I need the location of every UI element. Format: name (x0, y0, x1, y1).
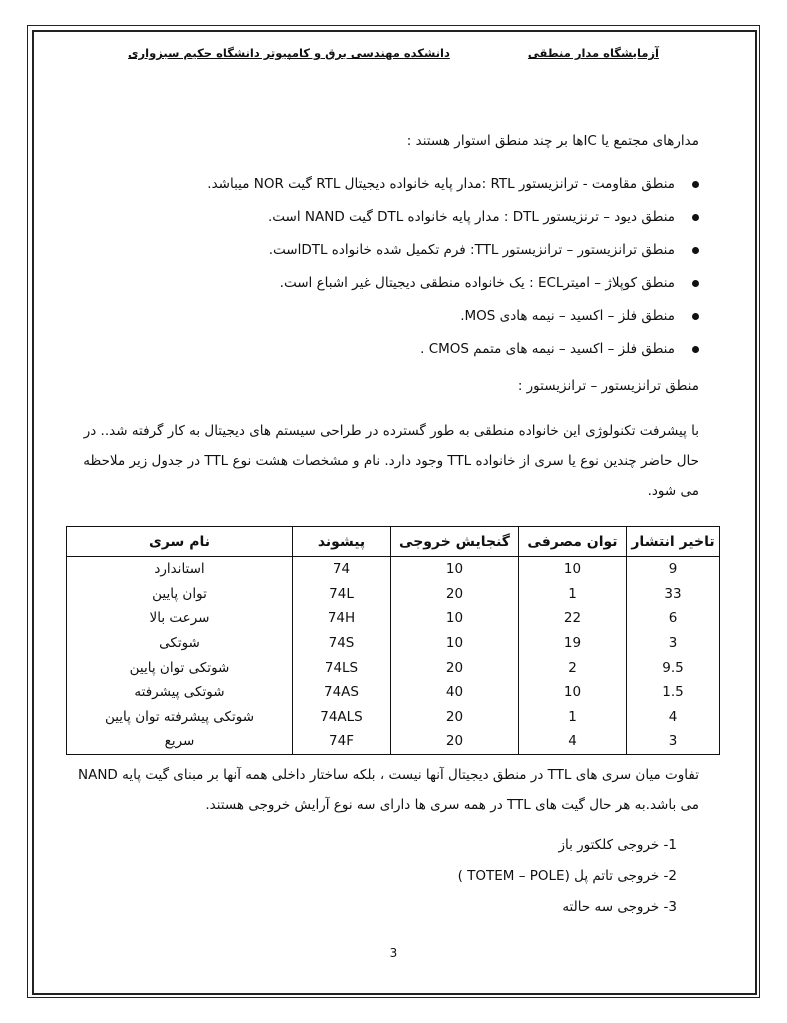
bullet-icon (692, 214, 699, 221)
table-row (67, 606, 720, 631)
header-faculty: دانشکده مهندسی برق و کامپیوتر دانشگاه حکیم سبزواری (128, 46, 450, 60)
cell-prefix: 74AS (293, 680, 391, 705)
list-item: 3- خروجی سه حالته (562, 899, 677, 915)
list-item: منطق فلز – اکسید – نیمه های متمم CMOS . (207, 333, 699, 366)
cell-delay: 9 (627, 557, 720, 582)
cell-power: 1 (519, 705, 627, 730)
table-header-row (67, 527, 720, 557)
list-item: منطق فلز – اکسید – نیمه هادی MOS. (207, 300, 699, 333)
table-row (67, 557, 720, 582)
bullet-icon (692, 313, 699, 320)
cell-power: 1 (519, 582, 627, 607)
cell-delay: 33 (627, 582, 720, 607)
cell-prefix: 74F (293, 729, 391, 754)
cell-name: سرعت بالا (67, 606, 293, 631)
cell-prefix: 74 (293, 557, 391, 582)
cell-prefix: 74L (293, 582, 391, 607)
cell-fanout: 40 (391, 680, 519, 705)
cell-fanout: 20 (391, 729, 519, 754)
bullet-icon (692, 247, 699, 254)
table-row (67, 582, 720, 607)
bullet-icon (692, 346, 699, 353)
cell-prefix: 74ALS (293, 705, 391, 730)
table-row (67, 655, 720, 680)
cell-power: 4 (519, 729, 627, 754)
list-item: منطق کوپلاژ – امیترECL : یک خانواده منطقی دیجیتال غیر اشباع است. (207, 267, 699, 300)
col-header-name: نام سری (67, 527, 293, 557)
cell-delay: 4 (627, 705, 720, 730)
col-header-delay: تاخیر انتشار (627, 527, 720, 557)
list-item: منطق مقاومت - ترانزیستور RTL :مدار پایه خانواده دیجیتال RTL گیت NOR میباشد. (207, 168, 699, 201)
cell-name: سریع (67, 729, 293, 754)
cell-fanout: 20 (391, 655, 519, 680)
ttl-paragraph: با پیشرفت تکنولوژی این خانواده منطقی به طور گسترده در طراحی سیستم های دیجیتال به کار گرفته شد.. در حال حاضر چندین نوع یا سری از خانواده TTL وجود دارد. نام و مشخصات هشت نوع TTL در جدول زیر ملاحظه می شود. (83, 423, 699, 499)
table-row (67, 680, 720, 705)
cell-name: شوتکی پیشرفته (67, 680, 293, 705)
table-row (67, 729, 720, 754)
cell-name: شوتکی (67, 631, 293, 656)
list-item: 1- خروجی کلکتور باز (558, 837, 677, 853)
ttl-section-title: منطق ترانزیستور – ترانزیستور : (517, 378, 699, 394)
cell-name: شوتکی توان پایین (67, 655, 293, 680)
bullet-icon (692, 181, 699, 188)
cell-fanout: 10 (391, 557, 519, 582)
difference-paragraph: تفاوت میان سری های TTL در منطق دیجیتال آنها نیست ، بلکه ساختار داخلی همه آنها بر مبنای گیت پایه NAND می باشد.به هر حال گیت های TTL در همه سری ها دارای سه نوع آرایش خروجی هستند. (77, 767, 699, 813)
cell-fanout: 20 (391, 705, 519, 730)
cell-delay: 3 (627, 729, 720, 754)
cell-delay: 1.5 (627, 680, 720, 705)
list-item: منطق ترانزیستور – ترانزیستور TTL: فرم تکمیل شده خانواده DTLاست. (207, 234, 699, 267)
cell-prefix: 74S (293, 631, 391, 656)
cell-power: 19 (519, 631, 627, 656)
cell-prefix: 74H (293, 606, 391, 631)
col-header-power: توان مصرفی (519, 527, 627, 557)
bullet-icon (692, 280, 699, 287)
intro-sentence: مدارهای مجتمع یا ICها بر چند منطق استوار هستند : (406, 133, 699, 149)
table-row (67, 631, 720, 656)
cell-power: 10 (519, 557, 627, 582)
cell-name: توان پایین (67, 582, 293, 607)
col-header-prefix: پیشوند (293, 527, 391, 557)
ttl-series-table (66, 526, 720, 755)
table-row (67, 705, 720, 730)
output-types-list (458, 830, 677, 923)
cell-fanout: 20 (391, 582, 519, 607)
list-item: منطق دیود – ترنزیستور DTL : مدار پایه خانواده DTL گیت NAND است. (207, 201, 699, 234)
cell-power: 2 (519, 655, 627, 680)
header-lab-title: آزمایشگاه مدار منطقی (527, 46, 659, 60)
logic-families-list (207, 168, 699, 366)
cell-delay: 3 (627, 631, 720, 656)
cell-delay: 9.5 (627, 655, 720, 680)
cell-prefix: 74LS (293, 655, 391, 680)
cell-fanout: 10 (391, 606, 519, 631)
cell-name: شوتکی پیشرفته توان پایین (67, 705, 293, 730)
cell-fanout: 10 (391, 631, 519, 656)
page-number: 3 (389, 946, 398, 960)
cell-name: استاندارد (67, 557, 293, 582)
col-header-fanout: گنجایش خروجی (391, 527, 519, 557)
cell-delay: 6 (627, 606, 720, 631)
list-item: 2- خروجی تاتم پل (TOTEM – POLE ) (457, 868, 677, 884)
cell-power: 10 (519, 680, 627, 705)
cell-power: 22 (519, 606, 627, 631)
